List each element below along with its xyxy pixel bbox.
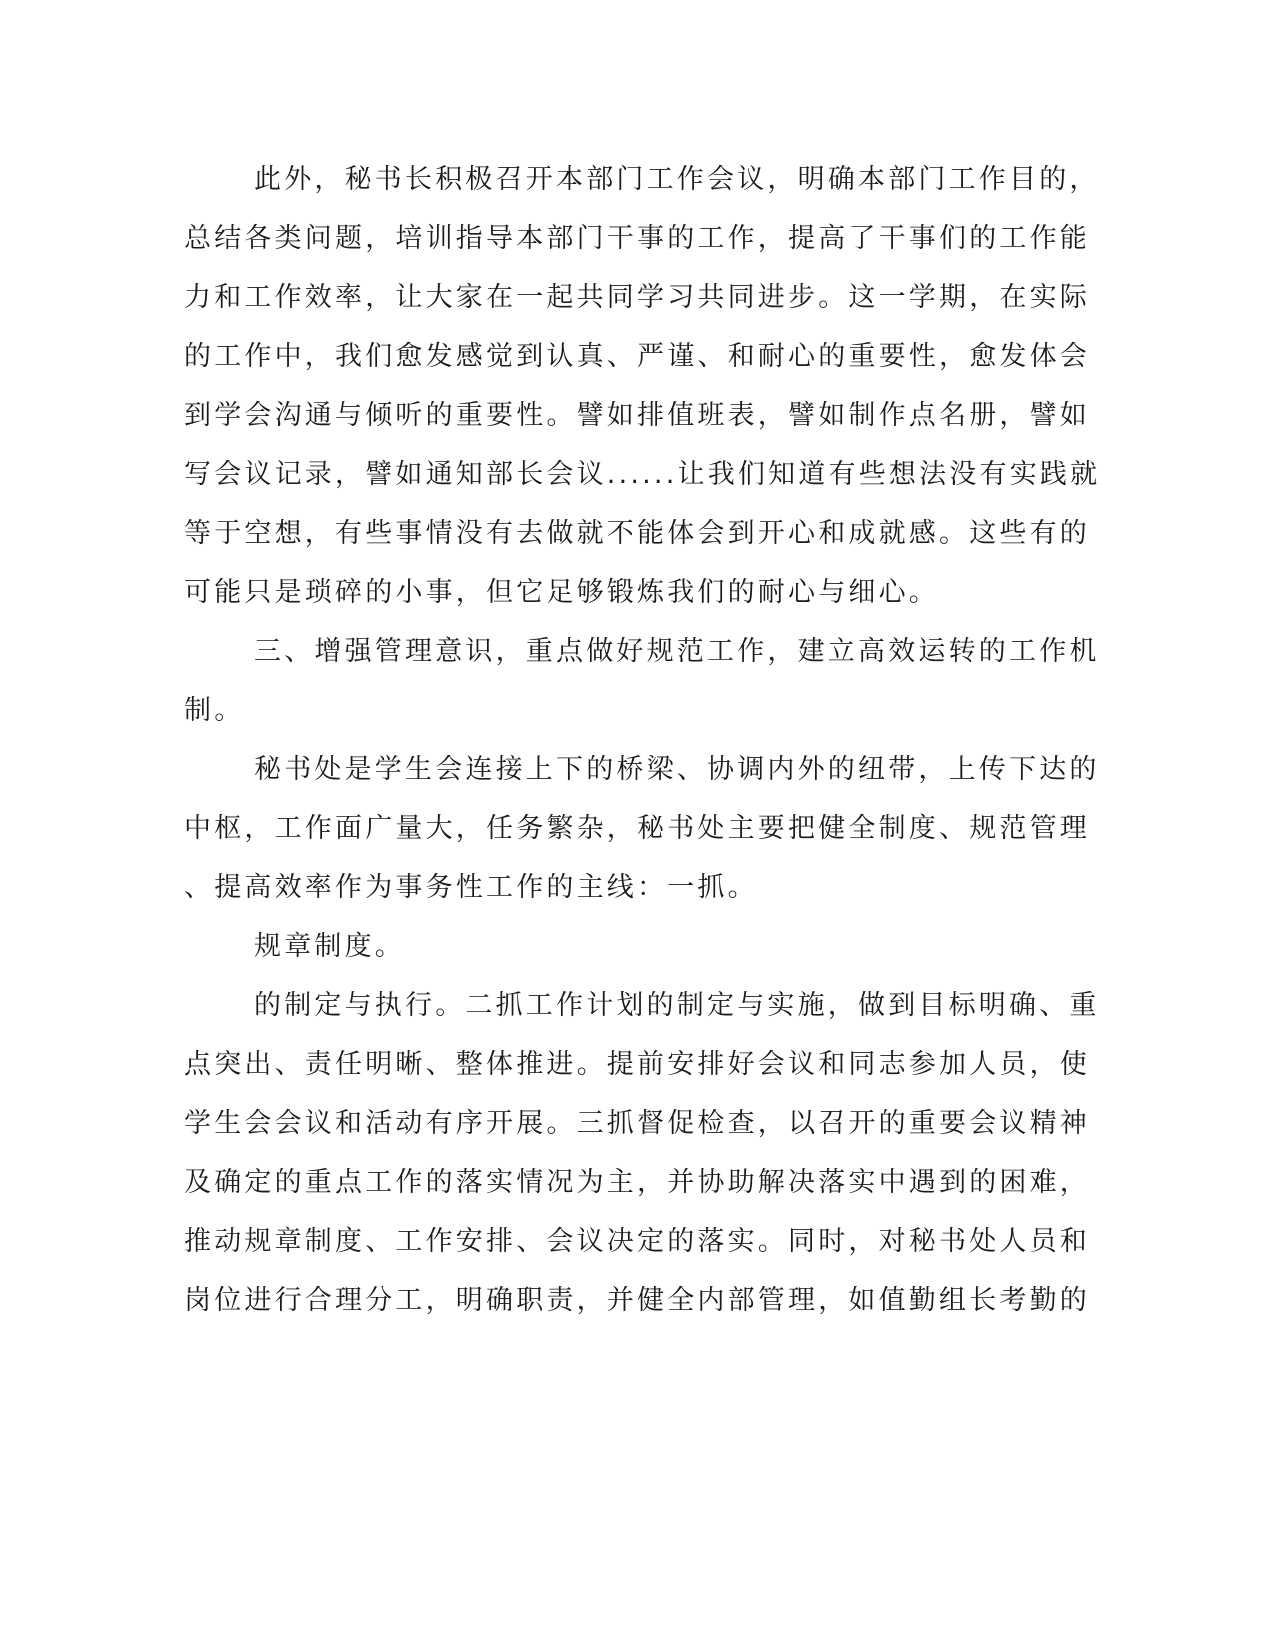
text-line: 到学会沟通与倾听的重要性。譬如排值班表，譬如制作点名册，譬如: [184, 400, 1090, 431]
text-line: 、提高效率作为事务性工作的主线：一抓。: [184, 872, 758, 903]
text-line: 岗位进行合理分工，明确职责，并健全内部管理，如值勤组长考勤的: [184, 1285, 1090, 1316]
text-line: 规章制度。: [254, 931, 405, 962]
section-heading: 三、增强管理意识，重点做好规范工作，建立高效运转的工作机: [254, 636, 1100, 667]
text-line: 的制定与执行。二抓工作计划的制定与实施，做到目标明确、重: [254, 990, 1100, 1021]
text-line: 等于空想，有些事情没有去做就不能体会到开心和成就感。这些有的: [184, 518, 1090, 549]
text-line: 推动规章制度、工作安排、会议决定的落实。同时，对秘书处人员和: [184, 1226, 1090, 1257]
text-line: 总结各类问题，培训指导本部门干事的工作，提高了干事们的工作能: [184, 223, 1090, 254]
text-line: 及确定的重点工作的落实情况为主，并协助解决落实中遇到的困难，: [184, 1167, 1090, 1198]
text-line: 可能只是琐碎的小事，但它足够锻炼我们的耐心与细心。: [184, 577, 939, 608]
text-line: 此外，秘书长积极召开本部门工作会议，明确本部门工作目的，: [254, 164, 1100, 195]
text-line: 学生会会议和活动有序开展。三抓督促检查，以召开的重要会议精神: [184, 1108, 1090, 1139]
text-line: 写会议记录，譬如通知部长会议......让我们知道有些想法没有实践就: [184, 459, 1101, 490]
text-line: 秘书处是学生会连接上下的桥梁、协调内外的纽带，上传下达的: [254, 754, 1100, 785]
text-line: 中枢，工作面广量大，任务繁杂，秘书处主要把健全制度、规范管理: [184, 813, 1090, 844]
section-heading-continued: 制。: [184, 695, 245, 726]
text-line: 力和工作效率，让大家在一起共同学习共同进步。这一学期，在实际: [184, 282, 1090, 313]
text-line: 的工作中，我们愈发感觉到认真、严谨、和耐心的重要性，愈发体会: [184, 341, 1090, 372]
text-line: 点突出、责任明晰、整体推进。提前安排好会议和同志参加人员，使: [184, 1049, 1090, 1080]
